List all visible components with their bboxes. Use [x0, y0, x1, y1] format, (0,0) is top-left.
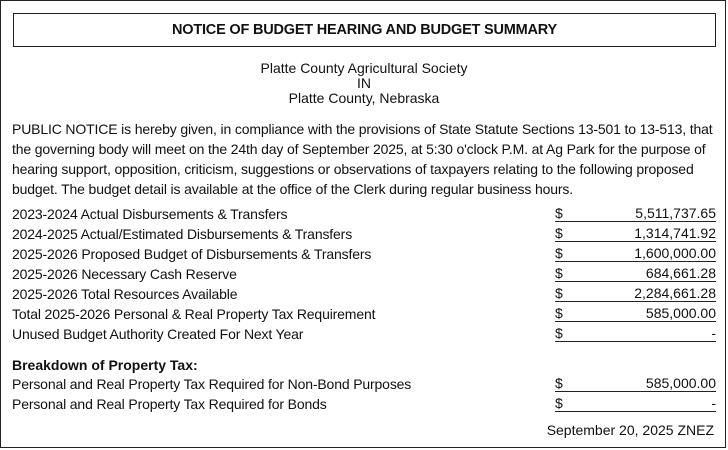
budget-row — [12, 244, 718, 264]
budget-row-value: 1,314,741.92 — [634, 225, 716, 241]
dollar-sign: $ — [555, 325, 563, 341]
budget-row-value: 684,661.28 — [645, 265, 716, 281]
budget-row-amount — [555, 305, 716, 322]
budget-row-value: 2,284,661.28 — [634, 285, 716, 301]
budget-row-label: 2025-2026 Total Resources Available — [12, 286, 238, 302]
notice-title: NOTICE OF BUDGET HEARING AND BUDGET SUMMARY — [13, 13, 716, 47]
budget-row-label: Total 2025-2026 Personal & Real Property Tax Requirement — [12, 306, 376, 322]
tax-row-amount — [555, 375, 716, 392]
publication-footer: September 20, 2025 ZNEZ — [546, 422, 714, 438]
organization-name: Platte County Agricultural Society — [260, 60, 468, 76]
budget-row-amount — [555, 265, 716, 282]
tax-row-value: 585,000.00 — [645, 375, 716, 391]
dollar-sign: $ — [555, 205, 563, 221]
notice-body: PUBLIC NOTICE is hereby given, in compliance with the provisions of State Statute Sections 13-501 to 13-513, that the governing body will meet on the 24th day of September 2025, at 5:30 o'clock P.M. at Ag Park for the purpose of hearing support, opposition, criticism, suggestions or observations of taxpayers relating to the following proposed budget. The budget detail is available at the office of the Clerk during regular business hours. — [12, 121, 713, 197]
budget-row-value: - — [711, 325, 716, 341]
budget-row-label: 2023-2024 Actual Disbursements & Transfers — [12, 206, 288, 222]
tax-row-label: Personal and Real Property Tax Required for Bonds — [12, 396, 327, 412]
budget-summary-table — [12, 204, 718, 344]
budget-row-amount — [555, 245, 716, 262]
budget-row-value: 585,000.00 — [645, 305, 716, 321]
budget-row — [12, 264, 718, 284]
budget-row-label: 2025-2026 Necessary Cash Reserve — [12, 266, 237, 282]
budget-row — [12, 224, 718, 244]
budget-row-value: 1,600,000.00 — [634, 245, 716, 261]
dollar-sign: $ — [555, 395, 563, 411]
budget-row — [12, 284, 718, 304]
notice-header — [1, 61, 727, 106]
dollar-sign: $ — [555, 375, 563, 391]
budget-row-value: 5,511,737.65 — [635, 205, 716, 221]
budget-row-amount — [555, 205, 716, 222]
location-name: Platte County, Nebraska — [288, 90, 440, 106]
in-word: IN — [357, 75, 371, 91]
budget-row — [12, 204, 718, 224]
tax-row — [12, 394, 718, 414]
budget-row-amount — [555, 285, 716, 302]
tax-row-value: - — [711, 395, 716, 411]
budget-row-amount — [555, 325, 716, 342]
tax-row — [12, 374, 718, 394]
tax-row-amount — [555, 395, 716, 412]
dollar-sign: $ — [555, 285, 563, 301]
budget-row-label: Unused Budget Authority Created For Next Year — [12, 326, 304, 342]
budget-row-label: 2024-2025 Actual/Estimated Disbursements & Transfers — [12, 226, 353, 242]
dollar-sign: $ — [555, 305, 563, 321]
dollar-sign: $ — [555, 245, 563, 261]
dollar-sign: $ — [555, 265, 563, 281]
budget-row-label: 2025-2026 Proposed Budget of Disbursements & Transfers — [12, 246, 372, 262]
budget-row — [12, 324, 718, 344]
budget-row-amount — [555, 225, 716, 242]
property-tax-table — [12, 374, 718, 414]
dollar-sign: $ — [555, 225, 563, 241]
budget-row — [12, 304, 718, 324]
tax-row-label: Personal and Real Property Tax Required for Non-Bond Purposes — [12, 376, 412, 392]
breakdown-heading: Breakdown of Property Tax: — [12, 357, 198, 373]
